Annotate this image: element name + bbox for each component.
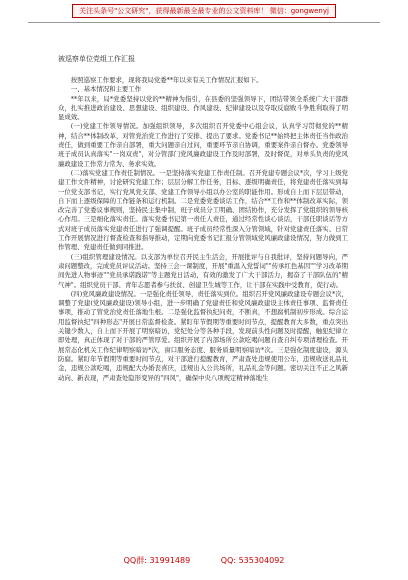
paragraph-organization: (三)组织管理建设情况。以支部为单位召开民主生活会，开展批评与自我批评，坚持问题导向，严肃问题整改，完成党员评议活动。坚持三会一课制度，开展"重温入党誓词""传承红色基因""学习改革期间先进人物事迹""党员承诺践诺"等主题党日活动，有效的激发了广大干部活力，揭奋了干部队伍的"精气神"。组织党员干部、青年志愿者参与扶贫、创建卫生城等工作，让干部在实践中受教育，促行动。 bbox=[58, 252, 348, 289]
paragraph-integrity: (四)党风廉政建设情况。一是强化责任领导，责任落实到位。组织召开党风廉政建设专题会议*次，调整了党建(党风廉政建设)领导小组，进一步明确了党建责任和党风廉政建设主体责任事项、监督责任事项，推动了管党治党责任落地生根。二是强化监督执纪问责，不断真，不想腐机制初步形成。综合运用监督执纪"四种形态"开展日常监督检查。紧盯年节假期等重要时间节点，提醒教育大多数，重点突出关键少数人，自上而下开展了明察暗访，党纪处分等各种手段，发现前头性问题及时提醒，触犯纪律立即处理，真正体现了对干部的严管厚爱。组织开展了内部场所公款吃喝问题自查自纠专项清理检查。开展常态化机关工作纪律明察暗访*次，窗口服务态度、服务质量明察暗访*次。三是强化制度建设，源头防腐。紧盯年节假期等重要时间节点，对干部进行提醒教育，严肃查处违规使用公车，违规收送礼品礼金，违规公款吃喝，违规配大办婚丧喜庆，违规出入公共场所，礼品礼金等问题。密切关注不正之风新动向、新表现，严肃查处隐形变异的"四风"，确保中央八项规定精神落地生 bbox=[58, 289, 348, 382]
header-divider bbox=[28, 22, 380, 23]
footer-qq: QQ: 535304092 bbox=[220, 556, 285, 565]
paragraph-section-heading: 一、基本情况和主要工作 bbox=[70, 85, 142, 94]
footer-qq-group: QQ群: 31991489 bbox=[123, 556, 191, 565]
document-content bbox=[58, 54, 348, 383]
document-title: 被巡察单位党组工作汇报 bbox=[58, 55, 135, 63]
promo-banner: 关注头条号"公文研究"，获得最新最全最专业的公文资料库！ 微信：gongwenyj bbox=[72, 4, 336, 18]
page-header bbox=[0, 0, 408, 24]
page-footer bbox=[0, 556, 408, 566]
paragraph-leadership: (一)党建工作领导情况。加强组织领导，多次组织召开党委中心组会议，认真学习贯彻党的**精神，结合**体制改革，对管党治党工作进行了安排、提出了要求。党委书记**始终把主体责任当作政治责任，做到重要工作亲自部署，重大问题亲自过问，重要环节亲自协调，重要案件亲自督办。党委领导班子成员认真落实"一岗双责"，对分管部门党风廉政建设工作及时部署，及时督促，对单头负责的党风廉政建设工作常力常为、务求实效。 bbox=[58, 122, 348, 168]
document-body bbox=[58, 76, 348, 383]
paragraph-intro: 按照巡察工作要求，现将我局党委**年以来有关工作情况汇报如下。 bbox=[70, 76, 263, 84]
paragraph-responsibility: (二)落实党建工作责任制情况。一是坚持落实党建工作责任制。召开党建专题会议*次，学习上级党建工作文件精神，讨论研究党建工作；层层分解工作任务，目标、逐级明确责任，将党建责任落实到每一位党支部书记，实行党风党支部、党建工作领导小组以办公室的职能作用。形成自上而下层层带动，自下而上逐级保障的工作链条和运行机制。二是党委党委谈话工作，结合**工作和**体制改革实际，领改完善了党委议事规则，坚持民主集中制，班子成员分工明确、团结协作，充分发挥了党组织的领导核心作用。三是细化落实责任。落实党委书记第一责任人责任，通过经常性谈心谈话，干部任职谈话等方式对班子成员落实党建责任进行了强调提醒。班子成员经常性深入分管领域，针对党建责任落实、日常工作开展情况进行督查检查和指导推动，定期向党委书记汇报分管领域党风廉政建设情况，努力做到工作管理、党建责任做到同推进。 bbox=[58, 168, 348, 252]
paragraph-overview: **年以来，局*党委坚持以党的**精神为指引，在县委的坚强领导下，团结带领全系统广大干部群众，扎实推进政治建设、思想建设、组织建设、作风建设、纪律建设以及夺取反腐败斗争胜利取得了明显成效。 bbox=[58, 94, 348, 122]
